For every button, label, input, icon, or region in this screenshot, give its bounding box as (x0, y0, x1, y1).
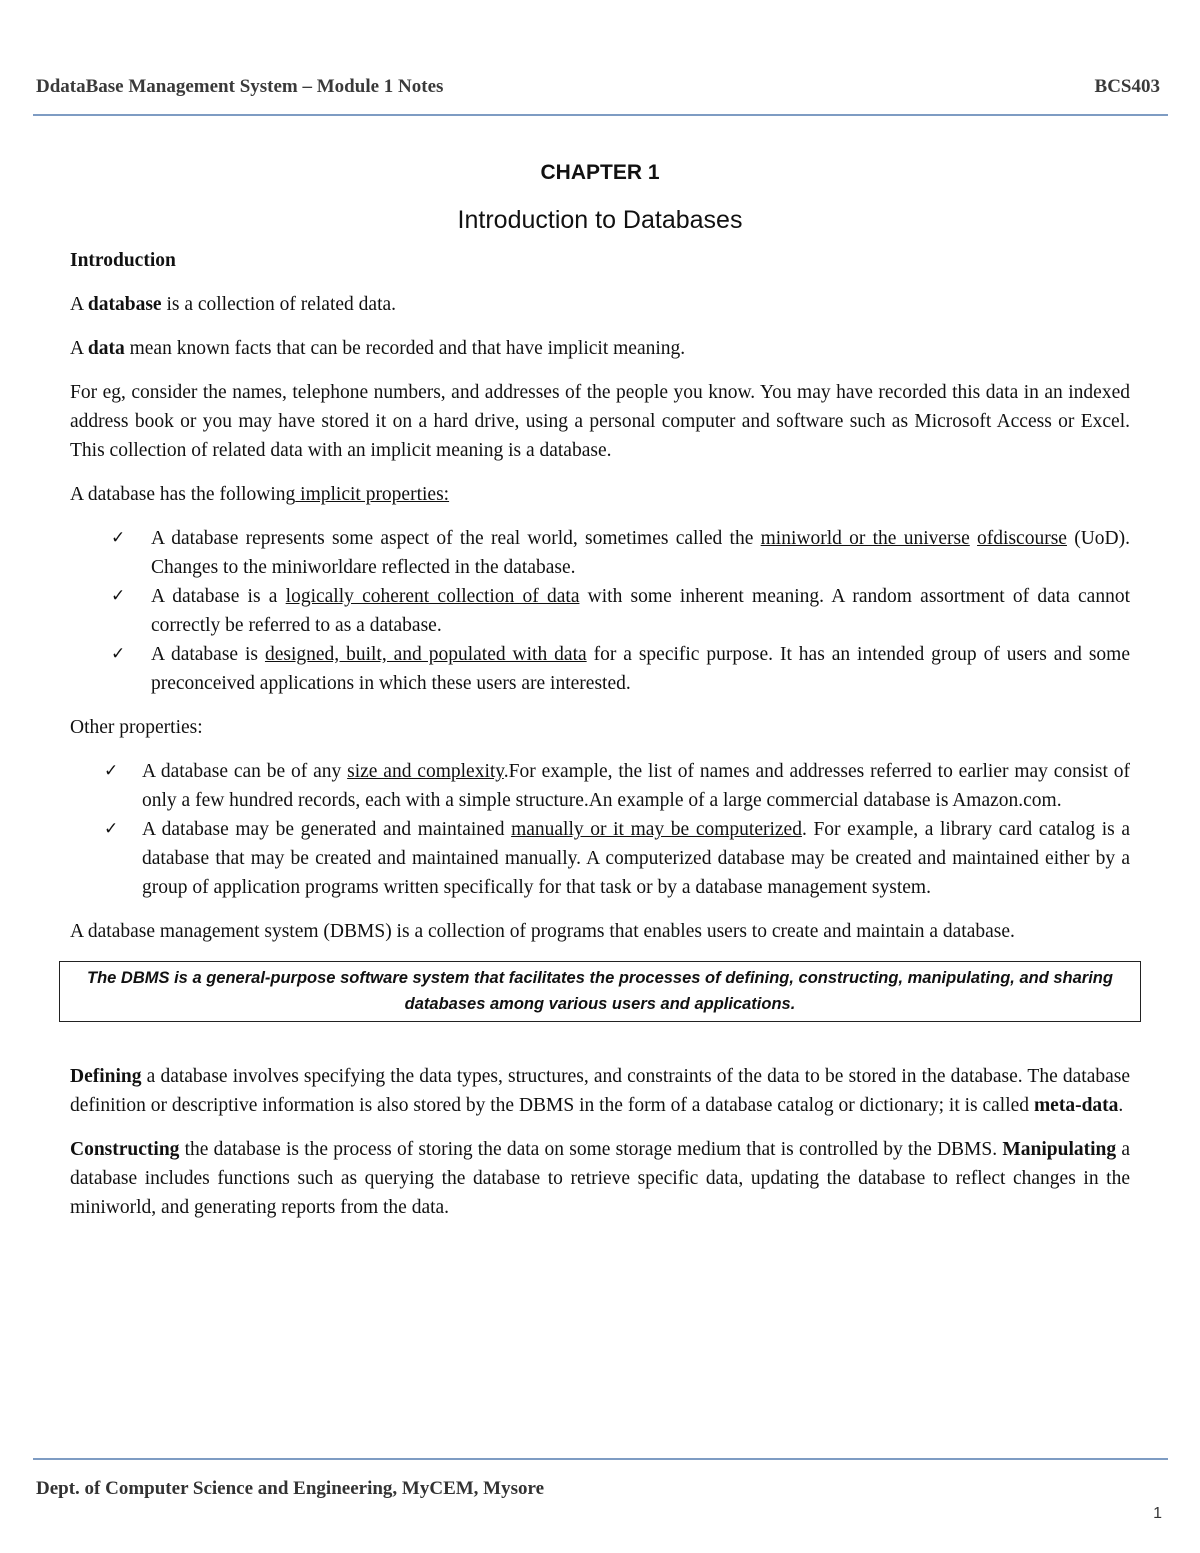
checkmark-icon: ✓ (111, 528, 126, 548)
running-header-title: DdataBase Management System – Module 1 Notes (36, 76, 444, 97)
page-number: 1 (1153, 1505, 1162, 1522)
paragraph-constructing: Constructing the database is the process of storing the data on some storage medium that is controlled by the DBMS. Manipulating a database includes functions such as querying the database to retrieve specific data, updating the database to reflect changes in the miniworld, and generating reports from the data. (70, 1139, 1131, 1218)
checkmark-icon: ✓ (104, 761, 119, 781)
implicit-properties-list (70, 524, 1130, 698)
list-item: ✓ A database represents some aspect of the real world, sometimes called the miniworld or the universe ofdiscourse (UoD). Changes to the miniworldare reflected in the database. (70, 524, 1130, 582)
paragraph-defining: Defining a database involves specifying the data types, structures, and constraints of the data to be stored in the database. The database definition or descriptive information is also stored by the DBMS in the form of a database catalog or dictionary; it is called meta-data. (70, 1066, 1130, 1116)
paragraph-other-properties-heading: Other properties: (70, 717, 203, 738)
paragraph-data-definition: A data mean known facts that can be recorded and that have implicit meaning. (70, 338, 686, 359)
checkmark-icon: ✓ (111, 644, 126, 664)
checkmark-icon: ✓ (104, 819, 119, 839)
page-body (70, 156, 1130, 1237)
checkmark-icon: ✓ (111, 586, 126, 606)
paragraph-implicit-intro: A database has the following implicit properties: (70, 484, 450, 505)
paragraph-example: For eg, consider the names, telephone numbers, and addresses of the people you know. You may have recorded this data in an indexed address book or you may have stored it on a hard drive, using a personal computer and software such as Microsoft Access or Excel. This collection of related data with an implicit meaning is a database. (70, 382, 1130, 461)
chapter-label: CHAPTER 1 (540, 161, 660, 184)
page-title: Introduction to Databases (457, 206, 743, 234)
list-item: ✓ A database is designed, built, and populated with data for a specific purpose. It has an intended group of users and some preconceived applications in which these users are interested. (70, 640, 1130, 698)
paragraph-dbms-definition: A database management system (DBMS) is a collection of programs that enables users to create and maintain a database. (70, 921, 1015, 942)
other-properties-list (70, 757, 1130, 902)
list-item: ✓ A database is a logically coherent collection of data with some inherent meaning. A random assortment of data cannot correctly be referred to as a database. (70, 582, 1130, 640)
section-heading-introduction: Introduction (70, 250, 176, 271)
header-divider (33, 114, 1168, 116)
paragraph-database-definition: A database is a collection of related data. (70, 294, 397, 315)
footer-divider (33, 1458, 1168, 1460)
running-header-course-code: BCS403 (1094, 76, 1160, 97)
footer-department: Dept. of Computer Science and Engineering, MyCEM, Mysore (36, 1478, 545, 1499)
list-item: ✓ A database can be of any size and complexity.For example, the list of names and addresses referred to earlier may consist of only a few hundred records, each with a simple structure.An example of a large commercial database is Amazon.com. (70, 757, 1130, 815)
definition-box: The DBMS is a general-purpose software system that facilitates the processes of defining, constructing, manipulating, and sharing databases among various users and applications. (59, 961, 1141, 1022)
list-item: ✓ A database may be generated and maintained manually or it may be computerized. For example, a library card catalog is a database that may be created and maintained manually. A computerized database may be created and maintained either by a group of application programs written specifically for that task or by a database management system. (70, 815, 1130, 902)
